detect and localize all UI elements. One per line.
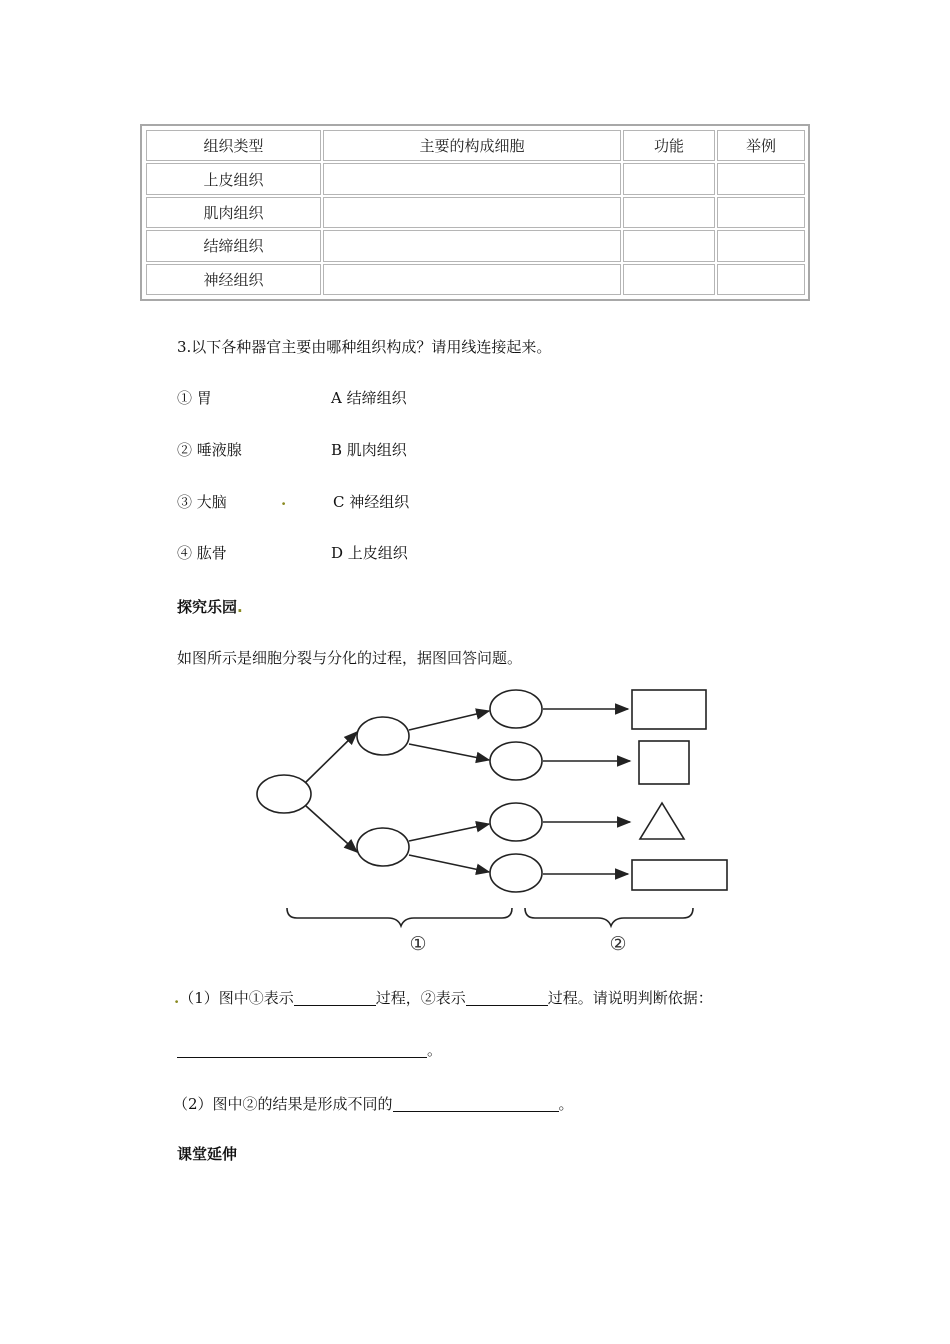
- cell-origin: [257, 775, 311, 813]
- tissue-type-cell: 肌肉组织: [146, 197, 321, 228]
- header-cell: 举例: [717, 130, 805, 161]
- explore-intro: 如图所示是细胞分裂与分化的过程，据图回答问题。: [177, 649, 523, 667]
- question-2: [173, 1093, 574, 1114]
- brace-stage2: [525, 908, 693, 926]
- cell-stage1-bottom: [357, 828, 409, 866]
- cell-stage2: [490, 690, 542, 728]
- cell-stage2: [490, 803, 542, 841]
- q2-end: 。: [558, 1095, 574, 1113]
- heading-text: 探究乐园: [177, 598, 238, 616]
- diagram-label-1: ①: [409, 933, 427, 955]
- arrow: [409, 744, 489, 760]
- tissue-item[interactable]: D 上皮组织: [331, 544, 408, 562]
- answer-blank[interactable]: [466, 989, 548, 1006]
- tissue-type-cell: 上皮组织: [146, 163, 321, 194]
- arrow: [409, 711, 489, 730]
- tissue-item[interactable]: A 结缔组织: [331, 389, 407, 407]
- marker-dot: .: [281, 491, 287, 509]
- answer-blank[interactable]: [294, 989, 376, 1006]
- tissue-shape-rectangle: [632, 690, 706, 729]
- cell-stage2: [490, 854, 542, 892]
- tissue-shape-wide-rectangle: [632, 860, 727, 890]
- answer-blank[interactable]: [393, 1095, 559, 1112]
- tissue-shape-square: [639, 741, 689, 784]
- tissue-type-cell: 结缔组织: [146, 230, 321, 261]
- question-1: [174, 987, 713, 1008]
- q1-text: 过程，②表示: [375, 989, 466, 1007]
- arrow: [306, 732, 357, 782]
- organ-item[interactable]: ② 唾液腺: [177, 441, 242, 459]
- header-cell: 组织类型: [146, 130, 321, 161]
- q1-text: （1）图中①表示: [179, 989, 294, 1007]
- q1-end: 。: [427, 1041, 443, 1059]
- arrow: [306, 806, 357, 852]
- q1-text: 过程。请说明判断依据：: [547, 989, 713, 1007]
- header-cell: 功能: [623, 130, 715, 161]
- tissue-shape-triangle: [640, 803, 684, 839]
- cell-stage2: [490, 742, 542, 780]
- answer-blank[interactable]: [177, 1041, 427, 1058]
- organ-item[interactable]: ① 胃: [177, 389, 212, 407]
- header-cell: 主要的构成细胞: [323, 130, 621, 161]
- tissue-type-cell: 神经组织: [146, 264, 321, 295]
- tissue-item[interactable]: C 神经组织: [333, 493, 410, 511]
- brace-stage1: [287, 908, 512, 926]
- arrow: [409, 824, 489, 841]
- organ-item[interactable]: ③ 大脑: [177, 493, 227, 511]
- question3-prompt: 3.以下各种器官主要由哪种组织构成？请用线连接起来。: [177, 338, 552, 356]
- q2-text: （2）图中②的结果是形成不同的: [173, 1095, 393, 1113]
- marker-dot: .: [237, 598, 243, 616]
- organ-item[interactable]: ④ 肱骨: [177, 544, 227, 562]
- marker-dot: .: [174, 989, 180, 1007]
- tissue-item[interactable]: B 肌肉组织: [331, 441, 407, 459]
- section-heading-extension: 课堂延伸: [177, 1145, 238, 1163]
- arrow: [409, 855, 489, 872]
- diagram-label-2: ②: [609, 933, 627, 955]
- question-1-reason: [177, 1039, 442, 1060]
- cell-stage1-top: [357, 717, 409, 755]
